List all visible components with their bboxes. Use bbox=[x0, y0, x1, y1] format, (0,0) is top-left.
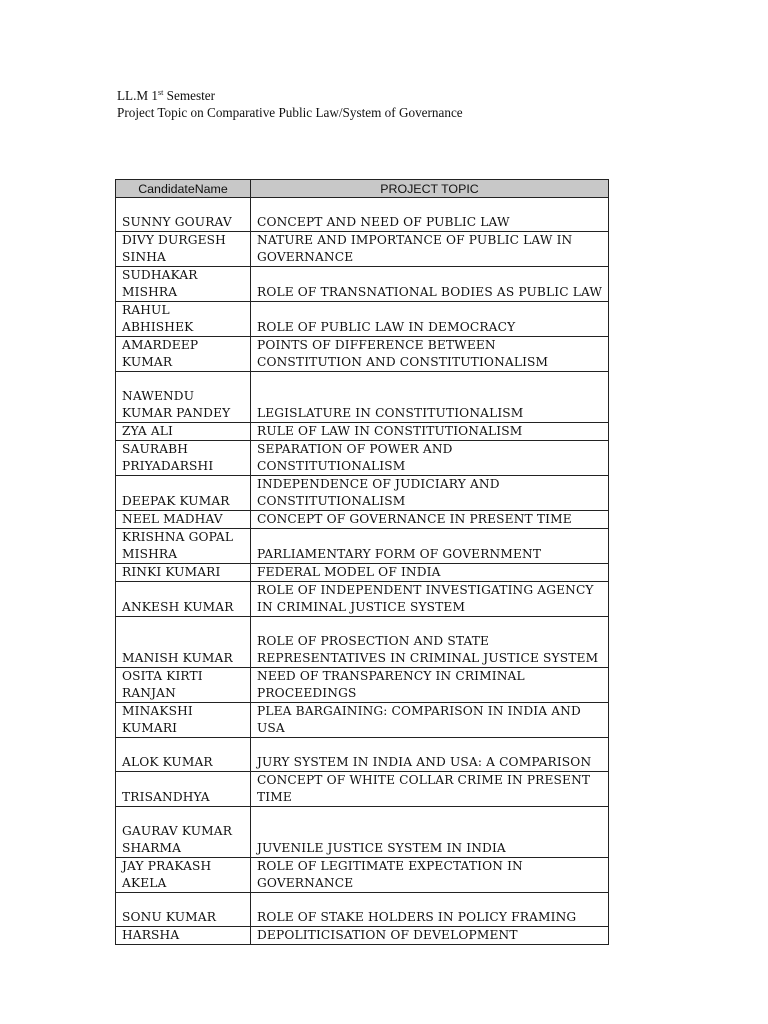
table-row bbox=[116, 927, 609, 945]
table-row bbox=[116, 423, 609, 441]
candidate-name-cell: KRISHNA GOPAL MISHRA bbox=[116, 529, 251, 564]
project-topic-cell: RULE OF LAW IN CONSTITUTIONALISM bbox=[251, 423, 609, 441]
semester-word: Semester bbox=[163, 88, 216, 103]
table-row bbox=[116, 476, 609, 511]
table-row bbox=[116, 738, 609, 772]
candidate-name-cell: HARSHA bbox=[116, 927, 251, 945]
table-row bbox=[116, 441, 609, 476]
project-topic-cell: JUVENILE JUSTICE SYSTEM IN INDIA bbox=[251, 807, 609, 858]
candidate-name-cell: GAURAV KUMAR SHARMA bbox=[116, 807, 251, 858]
table-row bbox=[116, 302, 609, 337]
project-topic-cell: CONCEPT OF GOVERNANCE IN PRESENT TIME bbox=[251, 511, 609, 529]
project-topic-cell: DEPOLITICISATION OF DEVELOPMENT bbox=[251, 927, 609, 945]
project-topic-cell: SEPARATION OF POWER AND CONSTITUTIONALISM bbox=[251, 441, 609, 476]
project-topic-cell: FEDERAL MODEL OF INDIA bbox=[251, 564, 609, 582]
project-topic-cell: JURY SYSTEM IN INDIA AND USA: A COMPARISON bbox=[251, 738, 609, 772]
candidate-name-cell: ANKESH KUMAR bbox=[116, 582, 251, 617]
project-topic-cell: ROLE OF INDEPENDENT INVESTIGATING AGENCY IN CRIMINAL JUSTICE SYSTEM bbox=[251, 582, 609, 617]
column-header-project-topic: PROJECT TOPIC bbox=[251, 180, 609, 198]
project-subtitle: Project Topic on Comparative Public Law/System of Governance bbox=[117, 104, 463, 120]
project-topic-cell: ROLE OF LEGITIMATE EXPECTATION IN GOVERNANCE bbox=[251, 858, 609, 893]
table-row bbox=[116, 617, 609, 668]
project-topic-cell: ROLE OF TRANSNATIONAL BODIES AS PUBLIC LAW bbox=[251, 267, 609, 302]
table-row bbox=[116, 564, 609, 582]
table-row bbox=[116, 807, 609, 858]
candidate-name-cell: AMARDEEP KUMAR bbox=[116, 337, 251, 372]
candidate-name-cell: RINKI KUMARI bbox=[116, 564, 251, 582]
table-body bbox=[116, 198, 609, 945]
project-topic-cell: ROLE OF PROSECTION AND STATE REPRESENTATIVES IN CRIMINAL JUSTICE SYSTEM bbox=[251, 617, 609, 668]
project-topic-cell: POINTS OF DIFFERENCE BETWEEN CONSTITUTION AND CONSTITUTIONALISM bbox=[251, 337, 609, 372]
candidate-name-cell: ZYA ALI bbox=[116, 423, 251, 441]
project-topic-cell: PLEA BARGAINING: COMPARISON IN INDIA AND USA bbox=[251, 703, 609, 738]
candidate-name-cell: MINAKSHI KUMARI bbox=[116, 703, 251, 738]
table-row bbox=[116, 511, 609, 529]
project-topics-table bbox=[115, 179, 609, 945]
table-row bbox=[116, 703, 609, 738]
document-header bbox=[117, 88, 463, 121]
table-row bbox=[116, 232, 609, 267]
project-topic-cell: CONCEPT OF WHITE COLLAR CRIME IN PRESENT TIME bbox=[251, 772, 609, 807]
column-header-candidate-name: CandidateName bbox=[116, 180, 251, 198]
semester-label: LL.M 1 bbox=[117, 88, 159, 103]
project-topic-cell: NATURE AND IMPORTANCE OF PUBLIC LAW IN GOVERNANCE bbox=[251, 232, 609, 267]
table-row bbox=[116, 893, 609, 927]
candidate-name-cell: DIVY DURGESH SINHA bbox=[116, 232, 251, 267]
table-row bbox=[116, 198, 609, 232]
project-topic-cell: NEED OF TRANSPARENCY IN CRIMINAL PROCEEDINGS bbox=[251, 668, 609, 703]
project-topic-cell: ROLE OF STAKE HOLDERS IN POLICY FRAMING bbox=[251, 893, 609, 927]
table-row bbox=[116, 858, 609, 893]
table-row bbox=[116, 582, 609, 617]
candidate-name-cell: RAHUL ABHISHEK bbox=[116, 302, 251, 337]
table-row bbox=[116, 267, 609, 302]
candidate-name-cell: SUDHAKAR MISHRA bbox=[116, 267, 251, 302]
table-row bbox=[116, 529, 609, 564]
candidate-name-cell: SUNNY GOURAV bbox=[116, 198, 251, 232]
semester-heading bbox=[117, 88, 463, 105]
project-topic-cell: PARLIAMENTARY FORM OF GOVERNMENT bbox=[251, 529, 609, 564]
table-header-row bbox=[116, 180, 609, 198]
candidate-name-cell: JAY PRAKASH AKELA bbox=[116, 858, 251, 893]
project-topic-cell: INDEPENDENCE OF JUDICIARY AND CONSTITUTIONALISM bbox=[251, 476, 609, 511]
candidate-name-cell: NEEL MADHAV bbox=[116, 511, 251, 529]
candidate-name-cell: MANISH KUMAR bbox=[116, 617, 251, 668]
candidate-name-cell: SONU KUMAR bbox=[116, 893, 251, 927]
candidate-name-cell: OSITA KIRTI RANJAN bbox=[116, 668, 251, 703]
project-topic-cell: LEGISLATURE IN CONSTITUTIONALISM bbox=[251, 372, 609, 423]
ordinal-suffix: st bbox=[158, 88, 164, 97]
candidate-name-cell: NAWENDU KUMAR PANDEY bbox=[116, 372, 251, 423]
table-row bbox=[116, 772, 609, 807]
project-topic-cell: ROLE OF PUBLIC LAW IN DEMOCRACY bbox=[251, 302, 609, 337]
candidate-name-cell: ALOK KUMAR bbox=[116, 738, 251, 772]
candidate-name-cell: TRISANDHYA bbox=[116, 772, 251, 807]
candidate-name-cell: DEEPAK KUMAR bbox=[116, 476, 251, 511]
table-row bbox=[116, 337, 609, 372]
candidate-name-cell: SAURABH PRIYADARSHI bbox=[116, 441, 251, 476]
table-row bbox=[116, 372, 609, 423]
project-topic-cell: CONCEPT AND NEED OF PUBLIC LAW bbox=[251, 198, 609, 232]
table-row bbox=[116, 668, 609, 703]
